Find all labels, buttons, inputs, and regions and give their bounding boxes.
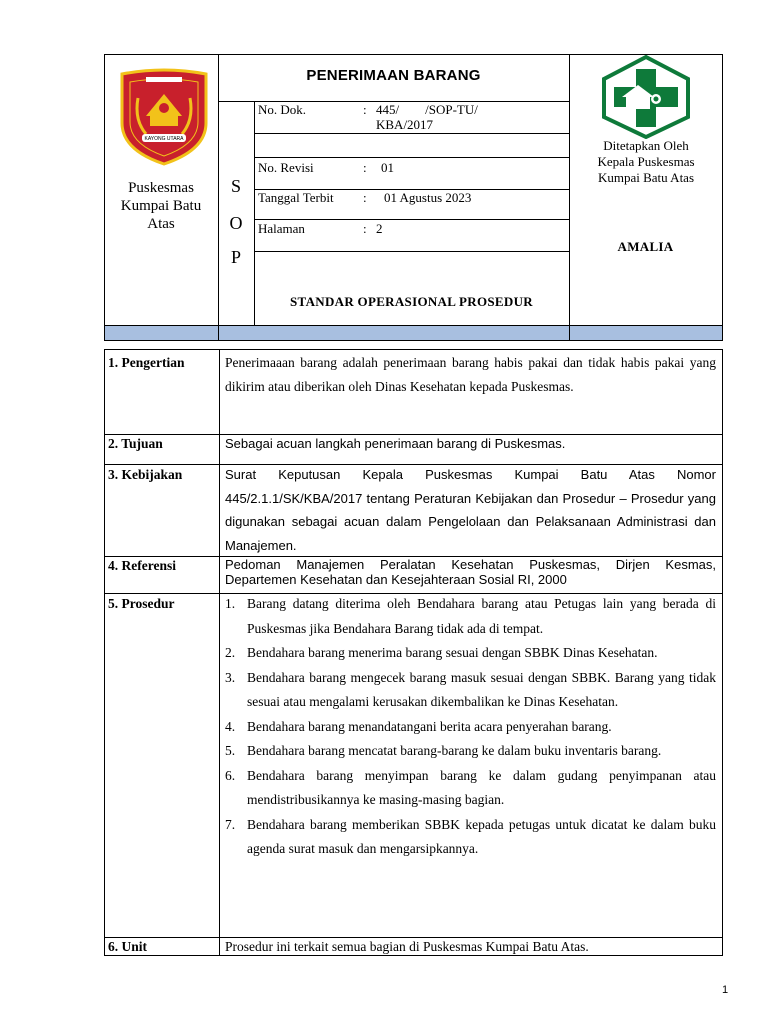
section-prosedur-label: 5. Prosedur	[108, 596, 175, 611]
section-tujuan-label: 2. Tujuan	[108, 436, 163, 451]
field-sep: :	[363, 190, 367, 205]
header-band	[105, 326, 722, 340]
step-text: Bendahara barang menyimpan barang ke dalam gudang penyimpanan atau mendistribusikannya ke masing-masing bagian.	[247, 767, 716, 807]
step-number: 7.	[225, 816, 236, 832]
field-value: 01	[381, 160, 394, 175]
step-text: Bendahara barang menandatangani berita acara penyerahan barang.	[247, 718, 612, 734]
section-kebijakan-label: 3. Kebijakan	[108, 467, 183, 482]
org-name: Puskesmas Kumpai Batu Atas	[120, 180, 202, 232]
field-label: Tanggal Terbit	[258, 190, 334, 205]
field-value: 2	[376, 221, 383, 236]
puskesmas-cross-logo	[598, 55, 694, 139]
list-item	[225, 764, 716, 813]
section-referensi-label: 4. Referensi	[108, 558, 176, 573]
step-number: 5.	[225, 743, 236, 758]
section-kebijakan-text: Surat Keputusan Kepala Puskesmas Kumpai Batu Atas Nomor 445/2.1.1/SK/KBA/2017 tentang Peraturan Kebijakan dan Prosedur – Prosedur yang digunakan sebagai acuan dalam Pengelolaan dan Pelaksanaan Administrasi dan Manajemen.	[225, 467, 716, 553]
step-text: Bendahara barang mengecek barang masuk sesuai dengan SBBK. Barang yang tidak sesuai atau mengalami kerusakan dikembalikan ke Dinas Kesehatan.	[247, 669, 716, 709]
approver-name: AMALIA	[617, 239, 674, 254]
sop-letter-p: P	[230, 247, 241, 267]
prosedur-steps	[225, 592, 716, 862]
step-number: 1.	[225, 596, 236, 611]
field-label: No. Dok.	[258, 102, 307, 117]
section-pengertian-text: Penerimaaan barang adalah penerimaan barang habis pakai dan tidak habis pakai yang dikirim atau diberikan oleh Dinas Kesehatan kepada Puskesmas.	[225, 355, 716, 394]
list-item	[225, 813, 716, 862]
list-item	[225, 641, 716, 666]
list-item	[225, 715, 716, 740]
document-title: PENERIMAAN BARANG	[306, 67, 481, 84]
approval-text: Ditetapkan Oleh Kepala Puskesmas Kumpai Batu Atas	[597, 138, 695, 185]
step-number: 3.	[225, 669, 236, 685]
list-item	[225, 666, 716, 715]
crest-ribbon-text: KAYONG UTARA	[144, 136, 184, 142]
field-value-line2: KBA/2017	[376, 117, 434, 132]
step-text: Bendahara barang memberikan SBBK kepada petugas untuk dicatat ke dalam buku agenda surat masuk dan mengarsipkannya.	[247, 816, 716, 856]
field-label: Halaman	[258, 221, 305, 236]
field-sep: :	[363, 160, 367, 175]
section-referensi-text: Pedoman Manajemen Peralatan Kesehatan Puskesmas, Dirjen Kesmas, Departemen Kesehatan dan Kesejahteraan Sosial RI, 2000	[225, 557, 716, 587]
field-value: 01 Agustus 2023	[384, 190, 472, 205]
field-sep: :	[363, 221, 367, 236]
field-sep: :	[363, 102, 367, 117]
sop-letter-o: O	[229, 213, 243, 233]
section-tujuan-text: Sebagai acuan langkah penerimaan barang di Puskesmas.	[225, 436, 566, 451]
step-number: 2.	[225, 645, 236, 660]
step-number: 4.	[225, 718, 236, 734]
page-number: 1	[722, 984, 729, 996]
field-value: 445/ /SOP-TU/	[376, 102, 478, 117]
list-item	[225, 739, 716, 764]
sop-letter-s: S	[230, 176, 241, 196]
section-pengertian-label: 1. Pengertian	[108, 355, 185, 370]
step-number: 6.	[225, 767, 236, 783]
step-text: Bendahara barang mencatat barang-barang ke dalam buku inventaris barang.	[247, 743, 662, 758]
section-unit-text: Prosedur ini terkait semua bagian di Puskesmas Kumpai Batu Atas.	[225, 939, 589, 954]
sop-full-text: STANDAR OPERASIONAL PROSEDUR	[290, 294, 533, 309]
regency-crest-logo	[116, 68, 212, 168]
field-label: No. Revisi	[258, 160, 314, 175]
step-text: Barang datang diterima oleh Bendahara barang atau Petugas lain yang berada di Puskesmas jika Bendahara Barang tidak ada di tempat.	[247, 596, 716, 636]
step-text: Bendahara barang menerima barang sesuai dengan SBBK Dinas Kesehatan.	[247, 645, 658, 660]
list-item	[225, 592, 716, 641]
section-unit-label: 6. Unit	[108, 939, 148, 954]
